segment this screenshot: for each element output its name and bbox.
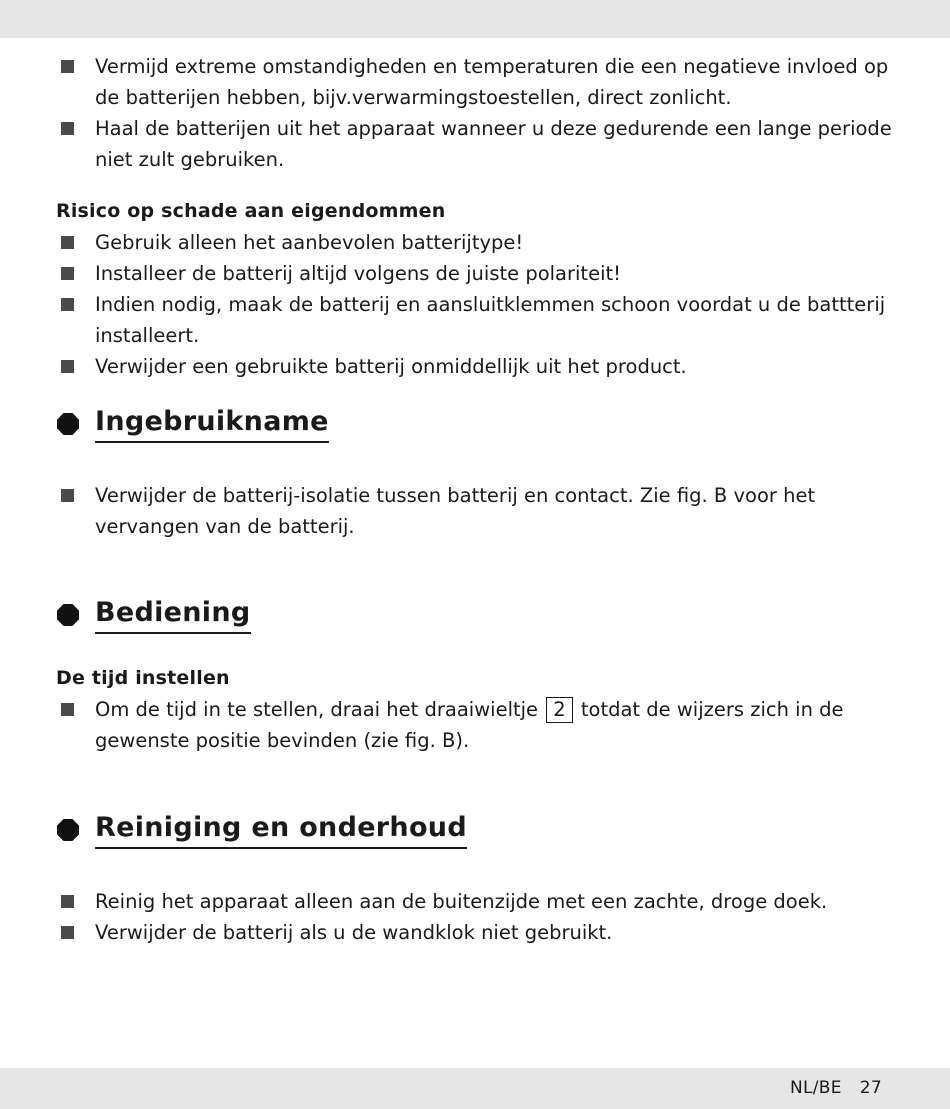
reiniging-bullet-list bbox=[56, 886, 906, 948]
square-bullet-icon bbox=[61, 489, 74, 502]
square-bullet-icon bbox=[61, 236, 74, 249]
section-bullet-icon bbox=[57, 413, 79, 435]
page-number: 27 bbox=[859, 1078, 882, 1098]
top-bar bbox=[0, 0, 950, 38]
square-bullet-icon bbox=[61, 360, 74, 373]
list-item bbox=[56, 51, 906, 113]
section-title: Reiniging en onderhoud bbox=[95, 810, 467, 849]
section-bullet-icon bbox=[57, 819, 79, 841]
section-title: Ingebruikname bbox=[95, 404, 329, 443]
footer-text bbox=[790, 1078, 882, 1098]
list-item-text: Reinig het apparaat alleen aan de buitenzijde met een zachte, droge doek. bbox=[95, 890, 828, 913]
square-bullet-icon bbox=[61, 267, 74, 280]
square-bullet-icon bbox=[61, 60, 74, 73]
square-bullet-icon bbox=[61, 703, 74, 716]
square-bullet-icon bbox=[61, 298, 74, 311]
list-item bbox=[56, 886, 906, 917]
property-risk-heading: Risico op schade aan eigendommen bbox=[56, 200, 446, 222]
list-item-text: Indien nodig, maak de batterij en aansluitklemmen schoon voordat u de battterij installeert. bbox=[95, 293, 886, 347]
list-item bbox=[56, 227, 906, 258]
list-item-text: Verwijder een gebruikte batterij onmiddellijk uit het product. bbox=[95, 355, 687, 378]
list-item bbox=[56, 258, 906, 289]
list-item bbox=[56, 480, 906, 542]
page-footer bbox=[0, 1068, 950, 1109]
square-bullet-icon bbox=[61, 895, 74, 908]
set-time-heading: De tijd instellen bbox=[56, 667, 230, 689]
square-bullet-icon bbox=[61, 926, 74, 939]
list-item bbox=[56, 917, 906, 948]
property-risk-section bbox=[56, 196, 906, 382]
section-bullet-icon bbox=[57, 604, 79, 626]
square-bullet-icon bbox=[61, 122, 74, 135]
bediening-section bbox=[56, 663, 906, 756]
list-item-text: totdat de wijzers zich in de gewenste positie bevinden (zie fig. B). bbox=[95, 698, 844, 752]
list-item-text: Installeer de batterij altijd volgens de juiste polariteit! bbox=[95, 262, 621, 285]
list-item-text: Haal de batterijen uit het apparaat wanneer u deze gedurende een lange periode niet zult gebruiken. bbox=[95, 117, 892, 171]
list-item-text: Verwijder de batterij-isolatie tussen batterij en contact. Zie fig. B voor het vervangen van de batterij. bbox=[95, 484, 816, 538]
list-item-text: Vermijd extreme omstandigheden en temperaturen die een negatieve invloed op de batterijen hebben, bijv.verwarmingstoestellen, direct zonlicht. bbox=[95, 55, 889, 109]
list-item bbox=[56, 289, 906, 351]
intro-bullet-list bbox=[56, 51, 906, 175]
list-item bbox=[56, 694, 906, 756]
part-reference-badge: 2 bbox=[546, 697, 572, 723]
list-item bbox=[56, 113, 906, 175]
list-item-text: Gebruik alleen het aanbevolen batterijtype! bbox=[95, 231, 524, 254]
list-item-text: Om de tijd in te stellen, draai het draaiwieltje bbox=[95, 698, 539, 721]
ingebruikname-bullet-list bbox=[56, 480, 906, 542]
section-title: Bediening bbox=[95, 595, 251, 634]
list-item-text: Verwijder de batterij als u de wandklok niet gebruikt. bbox=[95, 921, 613, 944]
list-item bbox=[56, 351, 906, 382]
footer-locale: NL/BE bbox=[789, 1078, 842, 1098]
